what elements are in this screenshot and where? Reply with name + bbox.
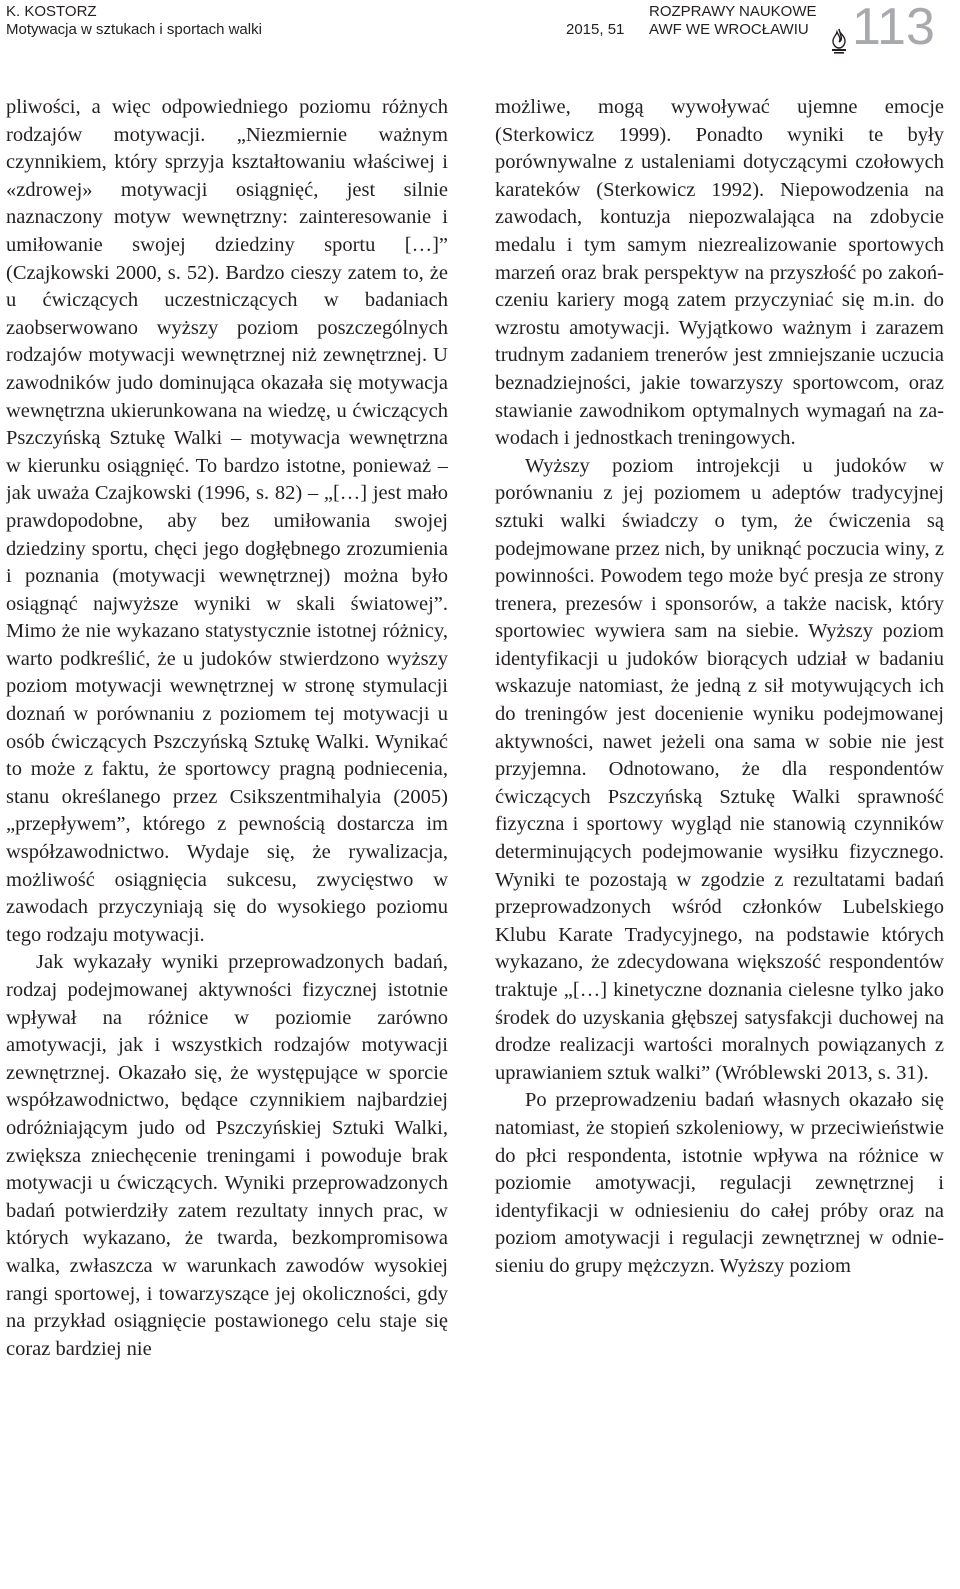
header-journal-line1: ROZPRAWY NAUKOWE <box>649 3 817 20</box>
body-paragraph: możliwe, mogą wywoływać ujemne emocje (Sterkowicz 1999). Ponadto wyniki te były porównywalne z ustaleniami dotyczącymi czołowych karateków (Sterkowicz 1992). Niepowodzenia na zawodach, kontuzja niepozwalająca na zdobycie medalu i tym samym niezrealizowanie sportowych marzeń oraz brak perspektyw na przyszłość po zakończeniu kariery mogą zatem przyczyniać się m.in. do wzrostu amotywacji. Wyjątkowo ważnym i zarazem trudnym zadaniem trenerów jest zmniejszanie uczucia beznadziejności, jakie towarzyszy sportowcom, oraz stawianie zawodnikom optymalnych wymagań na zawodach i jednostkach treningowych. <box>495 96 944 450</box>
running-header <box>0 0 960 60</box>
page-number: 113 <box>852 0 935 56</box>
header-author: K. KOSTORZ <box>6 3 97 20</box>
left-column <box>6 94 448 1589</box>
header-journal-line2: AWF WE WROCŁAWIU <box>649 21 809 38</box>
body-paragraph: pliwości, a więc odpowiedniego poziomu różnych rodzajów motywacji. „Niezmiernie ważnym czynnikiem, który sprzyja kształtowaniu właściwej i «zdrowej» motywacji osiągnięć, jest silnie naznaczony motyw wewnętrzny: zainteresowanie i umiłowanie swojej dziedziny sportu […]” (Czajkowski 2000, s. 52). Bardzo cieszy zatem to, że u ćwiczących uczestniczących w badaniach zaobserwowano wyższy poziom poszczególnych rodzajów motywacji wewnętrznej niż zewnętrznej. U zawodników judo dominująca okazała się motywacja wewnętrzna ukierunkowana na wiedzę, u ćwiczących Pszczyńską Sztukę Walki – motywacja wewnętrzna w kierunku osiągnięć. To bardzo istotne, ponieważ – jak uważa Czajkowski (1996, s. 82) – „[…] jest mało prawdopodobne, aby bez umiłowania swojej dziedziny sportu, chęci jego dogłębnego zrozumienia i poznania (motywacji wewnętrznej) można było osiągnąć najwyższe wyniki w skali światowej”. Mimo że nie wykazano statystycznie istotnej różnicy, warto podkreślić, że u judoków stwierdzono wyższy poziom motywacji wewnętrznej w stronę stymulacji doznań w porównaniu z poziomem tej motywacji u osób ćwiczących Pszczyńską Sztukę Walki. Wynikać to może z faktu, że sportowcy pragną podniecenia, stanu określanego przez Csikszentmihalyia (2005) „przepływem”, którego z pewnością dostarcza im współzawodnictwo. Wydaje się, że rywalizacja, możliwość osiągnięcia sukcesu, zwycięstwo w zawodach przyczyniają się do wysokiego poziomu tego rodzaju motywacji. <box>6 96 448 946</box>
header-issue: 2015, 51 <box>566 21 625 38</box>
awf-logo-icon <box>829 28 849 54</box>
body-paragraph: Po przeprowadzeniu badań własnych okazało się natomiast, że stopień szkoleniowy, w przeciwieństwie do płci respondenta, istotnie wpływa na różnice w poziomie amotywacji, regulacji zewnętrznej i identyfikacji w odniesieniu do całej próby oraz na poziom amotywacji i regulacji zewnętrznej w odniesieniu do grupy mężczyzn. Wyższy poziom <box>495 1089 944 1277</box>
header-left <box>6 3 262 39</box>
body-paragraph: Wyższy poziom introjekcji u judoków w porównaniu z jej poziomem u adeptów tradycyjnej sztuki walki świadczy o tym, że ćwiczenia są podejmowane przez nich, by uniknąć poczucia winy, z powinności. Powodem tego może być presja ze strony trenera, prezesów i sponsorów, a także nacisk, który sportowiec wywiera sam na siebie. Wyższy poziom identyfikacji u judoków biorących udział w badaniu wskazuje natomiast, że jedną z sił motywujących ich do treningów jest docenienie wyniku podejmowanej aktywności, nawet jeżeli ona sama w sobie nie jest przyjemna. Odnotowano, że dla respondentów ćwiczących Pszczyńską Sztukę Walki sprawność fizyczna i sportowy wygląd nie stanowią czynników determinujących podejmowanie wysiłku fizycznego. Wyniki te pozostają w zgodzie z rezultatami badań przeprowadzonych wśród członków Lubelskiego Klubu Karate Tradycyjnego, na podstawie których wykazano, że zdecydowana większość respondentów traktuje „[…] kinetyczne doznania cielesne tylko jako środek do uzyskania głębszej satysfakcji duchowej na drodze realizacji wartości moralnych powiązanych z uprawianiem sztuk walki” (Wróblewski 2013, s. 31). <box>495 454 944 1084</box>
header-journal <box>649 3 817 39</box>
right-column <box>495 94 944 1589</box>
body-paragraph: Jak wykazały wyniki przeprowadzonych badań, rodzaj podejmowanej aktywności fizycznej istotnie wpływał na różnice w poziomie zarówno amotywacji, jak i wszystkich rodzajów motywacji zewnętrznej. Okazało się, że występujące w sporcie współzawodnictwo, będące czynnikiem najbardziej odróżniającym judo od Pszczyńskiej Sztuki Walki, zwiększa zniechęcenie treningami i powoduje brak motywacji u ćwiczących. Wyniki przeprowadzonych badań potwierdziły zatem rezultaty innych prac, w których wykazano, że twarda, bezkompromisowa walka, zwłaszcza w warunkach zawodów wysokiej rangi sportowej, i towarzyszące jej okoliczności, gdy na przykład osiągnięcie postawionego celu staje się coraz bardziej nie <box>6 951 448 1360</box>
header-article-title: Motywacja w sztukach i sportach walki <box>6 21 262 38</box>
